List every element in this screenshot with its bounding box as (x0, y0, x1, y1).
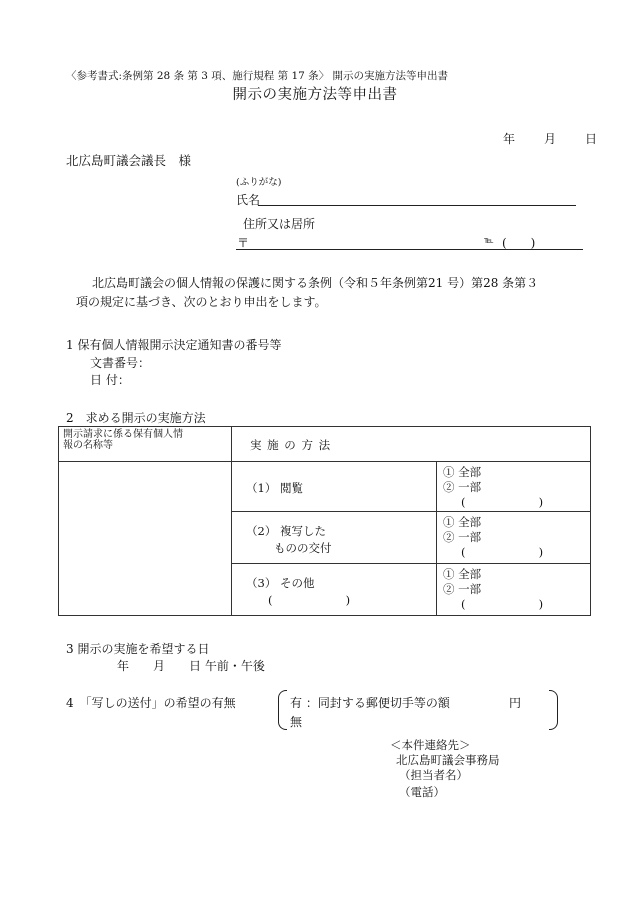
table-header-row (59, 427, 591, 462)
col2-header: 実 施 の 方 法 (232, 427, 591, 462)
method-cell-copy (232, 512, 437, 564)
methods-table (58, 426, 591, 616)
tel-label: ℡ (484, 236, 494, 246)
method-label-sub: ものの交付 (274, 541, 332, 555)
option-part[interactable]: ② 一部 (443, 582, 482, 596)
section3-date-line: 年 月 日 午前・午後 (117, 659, 265, 673)
send-copy-no[interactable]: 無 (290, 715, 303, 729)
option-all[interactable]: ① 全部 (443, 515, 482, 529)
method-label: （2） 複写した (246, 524, 326, 538)
contact-person-label: （担当者名） (399, 768, 468, 782)
left-bracket (278, 690, 287, 730)
contact-office: 北広島町議会事務局 (396, 753, 500, 767)
date-month-label: 月 (544, 132, 557, 146)
method-cell-view (232, 462, 437, 512)
method-other-paren[interactable]: ( ) (268, 593, 351, 607)
addressee: 北広島町議会議長 様 (66, 153, 192, 168)
postal-mark: 〒 (237, 236, 250, 250)
option-all[interactable]: ① 全部 (443, 465, 482, 479)
contact-heading: ＜本件連絡先＞ (390, 738, 471, 752)
method-label: （1） 閲覧 (246, 481, 303, 495)
option-all[interactable]: ① 全部 (443, 567, 482, 581)
address-field[interactable] (236, 249, 583, 250)
doc-number-label: 文書番号： (90, 356, 151, 370)
option-paren: ( ) (461, 597, 544, 611)
section1-heading: 1 保有個人情報開示決定通知書の番号等 (66, 338, 282, 352)
section2-heading: 2 求める開示の実施方法 (66, 411, 206, 425)
option-paren: ( ) (461, 545, 544, 559)
options-cell[interactable] (437, 564, 591, 616)
section3-heading: 3 開示の実施を希望する日 (66, 642, 210, 656)
section4-heading: 4 「写しの送付」の希望の有無 (66, 696, 236, 710)
contact-phone-label: （電話） (399, 785, 445, 799)
tel-paren: ( ) (502, 236, 536, 250)
option-part[interactable]: ② 一部 (443, 480, 482, 494)
table-row (59, 462, 591, 512)
name-label: 氏名 (236, 193, 261, 207)
page-title: 開示の実施方法等申出書 (232, 87, 398, 103)
body-paragraph-line1: 北広島町議会の個人情報の保護に関する条例（令和５年条例第21 号）第28 条第３ (92, 276, 539, 290)
doc-date-label: 日 付： (90, 373, 130, 387)
info-name-cell[interactable] (59, 462, 232, 616)
options-cell[interactable] (437, 462, 591, 512)
col1-header (59, 427, 232, 462)
date-year-label: 年 (503, 132, 516, 146)
address-label: 住所又は居所 (243, 217, 316, 231)
options-cell[interactable] (437, 512, 591, 564)
method-label: （3） その他 (246, 576, 315, 590)
send-copy-yes[interactable]: 有 ：同封する郵便切手等の額 (290, 696, 450, 710)
yen-label: 円 (509, 696, 522, 710)
col1-header-line1: 開示請求に係る保有個人情 (63, 429, 183, 440)
method-cell-other (232, 564, 437, 616)
right-bracket (549, 690, 558, 730)
reference-note: 〈参考書式:条例第 28 条 第 3 項、施行規程 第 17 条〉 開示の実施方法等申出書 (66, 70, 448, 82)
col1-header-line2: 報の名称等 (63, 440, 113, 451)
date-day-label: 日 (585, 132, 598, 146)
body-paragraph-line2: 項の規定に基づき、次のとおり申出をします。 (76, 295, 327, 309)
name-field[interactable] (258, 205, 576, 206)
furigana-label: (ふりがな) (236, 177, 282, 188)
option-part[interactable]: ② 一部 (443, 530, 482, 544)
option-paren: ( ) (461, 495, 544, 509)
